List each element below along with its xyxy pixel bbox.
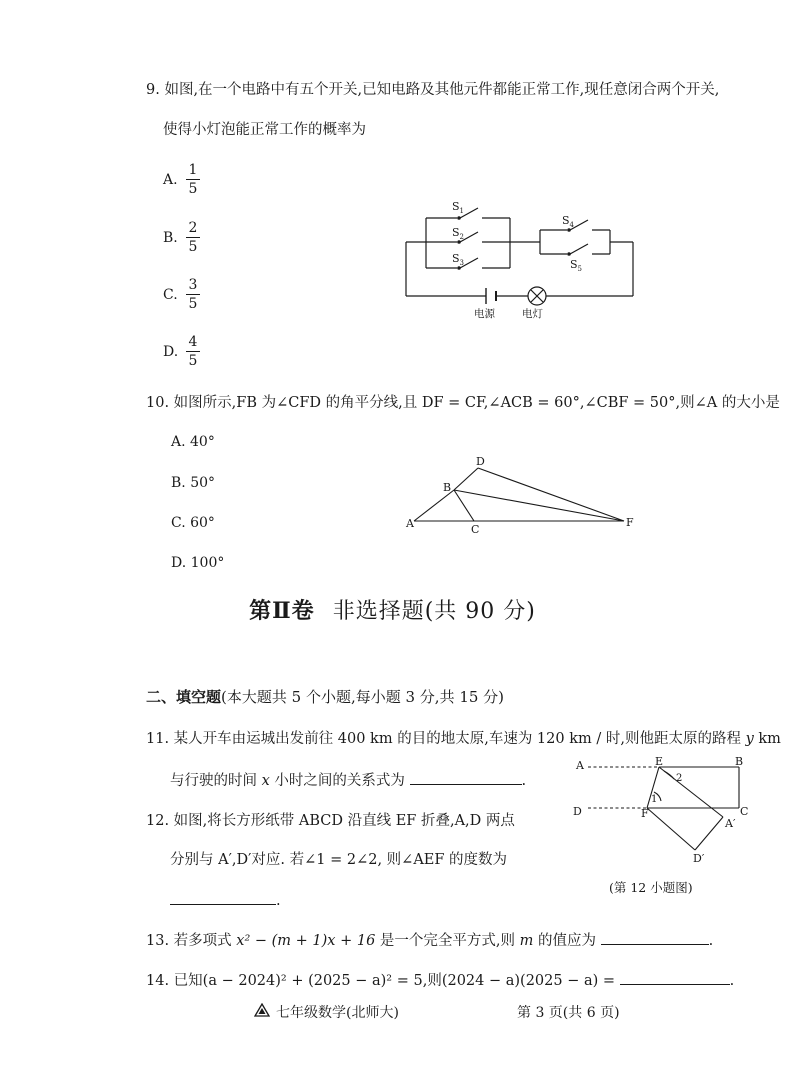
switch-label-s2: $S_2$: [452, 226, 465, 241]
fraction-numerator: 3: [186, 278, 200, 295]
q10-option-a[interactable]: A. 40°: [171, 434, 215, 450]
q13-text: 是一个完全平方式,则: [375, 933, 520, 949]
fraction-denominator: 5: [188, 296, 198, 312]
point-label-f: F: [626, 516, 634, 529]
option-fraction: [186, 221, 200, 254]
part2-heading-label: 二、填空题: [146, 688, 222, 706]
angle-label-1: 1: [651, 794, 658, 805]
point-label-b: B: [443, 481, 452, 494]
fraction-denominator: 5: [188, 353, 198, 369]
point-label-a: A: [576, 759, 584, 772]
q10-option-d[interactable]: D. 100°: [171, 555, 225, 571]
fraction-numerator: 1: [186, 163, 200, 180]
footer-page-number: 第 3 页(共 6 页): [517, 1005, 620, 1021]
part2-heading: [146, 688, 504, 706]
part2-heading-note: (本大题共 5 个小题,每小题 3 分,共 15 分): [221, 688, 505, 706]
publisher-logo-icon: [254, 1003, 270, 1017]
q12-answer-blank[interactable]: [170, 904, 276, 905]
q11-line2: 与行驶的时间 x 小时之间的关系式为 .: [170, 773, 527, 789]
point-label-d-prime: D′: [693, 852, 705, 865]
q13-line: 13. 若多项式 x² − (m + 1)x + 16 是一个完全平方式,则 m 的值应为 .: [146, 933, 714, 949]
point-label-d: D: [476, 455, 485, 468]
q12-figure-caption: (第 12 小题图): [609, 880, 693, 895]
switch-label-s5: $S_5$: [570, 258, 583, 273]
point-label-a-prime: A′: [725, 817, 736, 830]
option-fraction: [186, 335, 200, 368]
q12-line2: 分别与 A′,D′对应. 若∠1 = 2∠2, 则∠AEF 的度数为: [170, 852, 508, 868]
q10-option-c[interactable]: C. 60°: [171, 515, 215, 531]
q14-text: 14. 已知(a − 2024)² + (2025 − a)² = 5,则(2024 − a)(2025 − a) =: [146, 973, 620, 989]
point-label-f: F: [641, 807, 649, 820]
fraction-denominator: 5: [188, 239, 198, 255]
q11-answer-blank[interactable]: [410, 784, 522, 785]
q13-answer-blank[interactable]: [601, 944, 709, 945]
switch-label-s4: $S_4$: [562, 214, 575, 229]
angle-label-2: 2: [676, 773, 683, 784]
q13-polynomial: x² − (m + 1)x + 16: [236, 933, 376, 949]
section-title: [0, 594, 785, 625]
q14-line: 14. 已知(a − 2024)² + (2025 − a)² = 5,则(2024 − a)(2025 − a) = .: [146, 973, 735, 989]
option-letter: D.: [163, 344, 179, 360]
point-label-c: C: [740, 805, 749, 818]
q13-text: 13. 若多项式: [146, 933, 237, 949]
footer-subject: 七年级数学(北师大): [276, 1005, 399, 1021]
variable-y: y: [745, 731, 754, 747]
fraction-numerator: 2: [186, 221, 200, 238]
q9-stem-line2: 使得小灯泡能正常工作的概率为: [163, 122, 366, 138]
q13-text: 的值应为: [533, 933, 601, 949]
q11-text: 小时之间的关系式为: [269, 773, 410, 789]
switch-label-s1: $S_1$: [452, 200, 465, 215]
point-label-c: C: [471, 523, 480, 535]
point-label-d: D: [573, 805, 582, 818]
option-letter: A.: [163, 172, 178, 188]
point-label-a: A: [406, 517, 414, 530]
q10-stem: 10. 如图所示,FB 为∠CFD 的角平分线,且 DF = CF,∠ACB = 60°,∠CBF = 50°,则∠A 的大小是: [146, 395, 780, 411]
q9-circuit-figure: [400, 198, 640, 324]
q10-triangle-figure: [400, 455, 640, 535]
variable-x: x: [261, 773, 270, 789]
q9-stem-line1: 9. 如图,在一个电路中有五个开关,已知电路及其他元件都能正常工作,现任意闭合两个开关,: [146, 82, 720, 98]
point-label-b: B: [735, 755, 744, 768]
q11-line1: [146, 731, 781, 748]
variable-m: m: [519, 933, 534, 949]
option-letter: B.: [163, 230, 178, 246]
section-title-subtitle: 非选择题(共 90 分): [332, 599, 536, 624]
power-source-label: 电源: [474, 308, 495, 320]
fraction-denominator: 5: [188, 181, 198, 197]
option-letter: C.: [163, 287, 178, 303]
q10-option-b[interactable]: B. 50°: [171, 475, 216, 491]
fraction-numerator: 4: [186, 335, 200, 352]
q12-folding-figure: [570, 755, 760, 867]
lamp-label: 电灯: [522, 308, 543, 320]
option-fraction: [186, 163, 200, 196]
q12-line1: 12. 如图,将长方形纸带 ABCD 沿直线 EF 折叠,A,D 两点: [146, 813, 515, 829]
q11-unit: km: [753, 731, 781, 747]
point-label-e: E: [655, 755, 664, 768]
section-title-main: 第Ⅱ卷: [249, 598, 315, 624]
switch-label-s3: $S_3$: [452, 252, 465, 267]
q11-text: 与行驶的时间: [170, 773, 262, 789]
q11-text: 11. 某人开车由运城出发前往 400 km 的目的地太原,车速为 120 km / 时,则他距太原的路程: [146, 731, 746, 747]
q14-answer-blank[interactable]: [620, 984, 730, 985]
q12-answer-line: .: [170, 893, 281, 910]
option-fraction: [186, 278, 200, 311]
